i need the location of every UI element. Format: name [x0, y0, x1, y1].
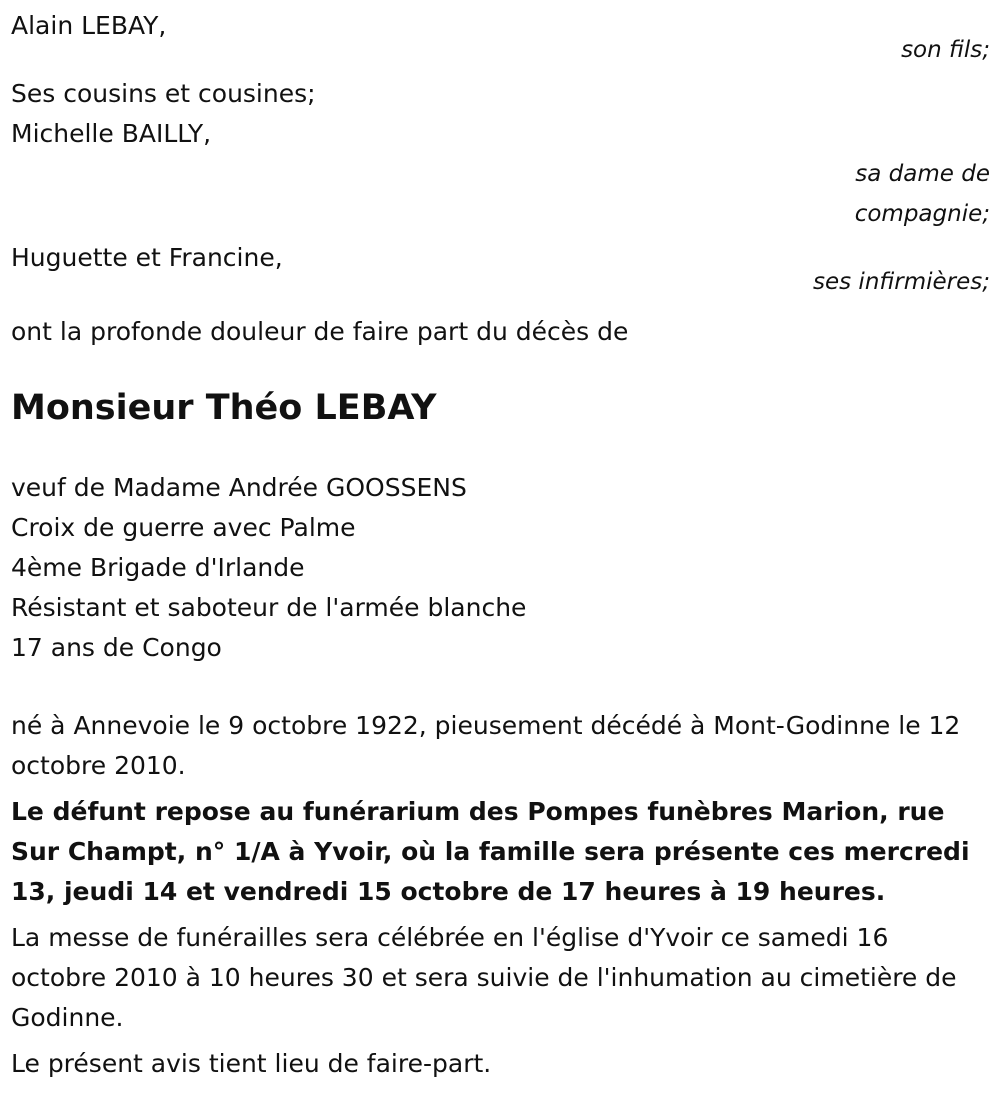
funerarium-paragraph: Le défunt repose au funérarium des Pompes funèbres Marion, rue Sur Champt, n° 1/A à Yvoir, où la famille sera présente ces mercredi 13, jeudi 14 et vendredi 15 octobre de 17 heures à 19 heures.: [11, 797, 970, 906]
honor-line: veuf de Madame Andrée GOOSSENS: [11, 473, 467, 502]
honor-line: Résistant et saboteur de l'armée blanche: [11, 593, 527, 622]
closing-paragraph: Le présent avis tient lieu de faire-part.: [11, 1049, 492, 1078]
family-member-name: Michelle BAILLY,: [11, 119, 212, 148]
mass-paragraph: La messe de funérailles sera célébrée en l'église d'Yvoir ce samedi 16 octobre 2010 à 10 heures 30 et sera suivie de l'inhumation au cimetière de Godinne.: [11, 923, 957, 1032]
family-member-name: Ses cousins et cousines;: [11, 79, 316, 108]
family-member-name: Alain LEBAY,: [11, 11, 167, 40]
deceased-name: Monsieur Théo LEBAY: [11, 388, 437, 428]
honor-line: 4ème Brigade d'Irlande: [11, 553, 305, 582]
family-member-relation: sa dame de: [855, 161, 990, 187]
family-member-relation: compagnie;: [854, 201, 990, 227]
honor-line: 17 ans de Congo: [11, 633, 222, 662]
honor-line: Croix de guerre avec Palme: [11, 513, 356, 542]
family-member-relation: son fils;: [901, 37, 990, 63]
family-member-relation: ses infirmières;: [813, 269, 990, 295]
family-member-name: Huguette et Francine,: [11, 243, 283, 272]
birth-death-paragraph: né à Annevoie le 9 octobre 1922, pieusement décédé à Mont-Godinne le 12 octobre 2010.: [11, 711, 961, 780]
announcement-text: ont la profonde douleur de faire part du décès de: [11, 317, 629, 346]
